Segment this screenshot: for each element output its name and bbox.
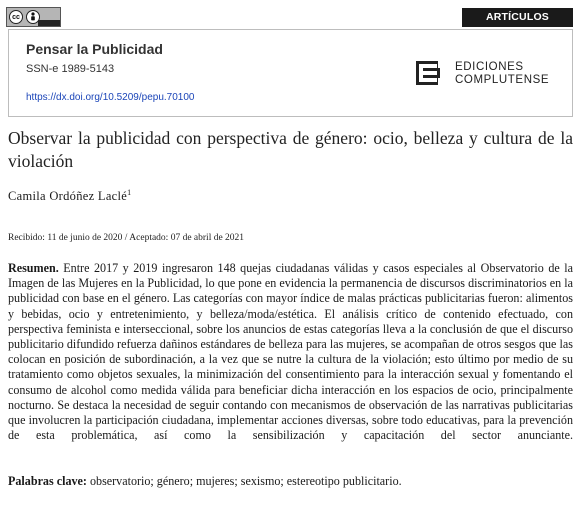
publisher-name: [455, 61, 549, 87]
author-name: [8, 188, 131, 204]
journal-header: [8, 29, 573, 117]
cc-icon: cc: [9, 10, 23, 24]
keywords: [8, 474, 573, 489]
ediciones-complutense-logo-icon: [416, 61, 446, 85]
abstract: [8, 261, 573, 443]
received-accepted-dates: Recibido: 11 de junio de 2020 / Aceptado: 07 de abril de 2021: [8, 233, 245, 243]
keywords-label: Palabras clave:: [8, 474, 87, 488]
section-label: ARTÍCULOS: [462, 8, 573, 27]
abstract-label: Resumen.: [8, 261, 59, 275]
journal-title: Pensar la Publicidad: [26, 41, 163, 57]
creative-commons-license-badge[interactable]: [6, 7, 61, 27]
author-name-text: Camila Ordóñez Laclé: [8, 189, 128, 204]
abstract-text: Entre 2017 y 2019 ingresaron 148 quejas ciudadanas válidas y casos especiales al Observatorio de la Imagen de las Mujeres en la Publicidad, lo que pone en evidencia la permanencia de discursos discriminatorios en la publicidad con base en el género. Las categorías con mayor índice de malas prácticas publicitarias fueron: alimentos y bebidas, ocio y entretenimiento, y belleza/moda/estética. El análisis crítico de contenido efectuado, con perspectiva feminista e interseccional, sobre los anuncios de estas categorías lleva a la conclusión de que el discurso publicitario difundido refuerza dañinos estándares de belleza para las mujeres, se acompañan de otros sesgos que las colocan en posición de subordinación, a la vez que se nutre la cultura de la violación; esto último por medio de su tratamiento como objetos sexuales, la minimización del consentimiento para la interacción sexual y fomentando el consumo de alcohol como medida válida para beneficiar dicha interacción en los espacios de ocio, principalmente nocturno. Se destaca la necesidad de seguir contando con mecanismos de observación de las narrativas publicitarias que involucren la participación ciudadana, implementar acciones diversas, sobre todo educativas, para la prevención de esta problemática, así como la sensibilización y capacitación del sector anunciante.: [8, 261, 574, 443]
publisher-name-line2: COMPLUTENSE: [455, 74, 550, 86]
doi-link[interactable]: https://dx.doi.org/10.5209/pepu.70100: [26, 92, 195, 103]
journal-issn: SSN-e 1989-5143: [26, 63, 115, 75]
article-title: Observar la publicidad con perspectiva de género: ocio, belleza y cultura de la violación: [8, 128, 573, 171]
publisher-name-line1: EDICIONES: [455, 61, 524, 73]
keywords-text: observatorio; género; mujeres; sexismo; estereotipo publicitario.: [89, 474, 402, 488]
author-footnote-marker[interactable]: 1: [127, 188, 132, 197]
cc-by-label: [38, 20, 60, 26]
